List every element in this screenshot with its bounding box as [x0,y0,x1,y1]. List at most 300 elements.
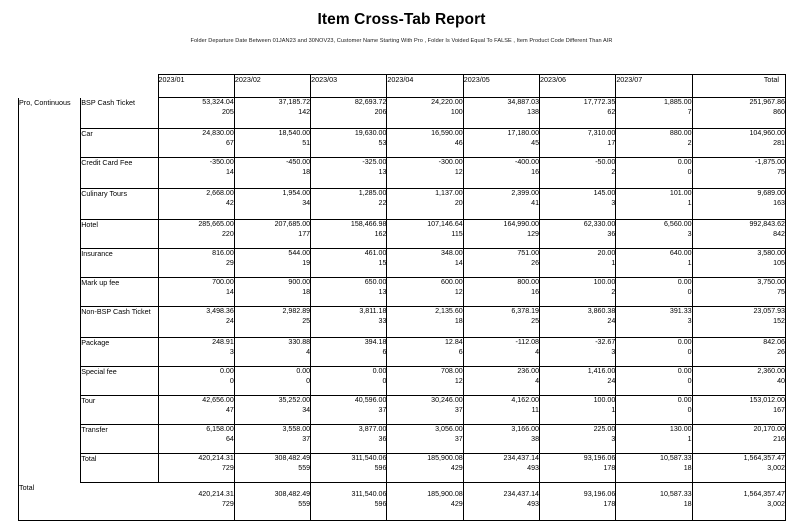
cell-amount: 800.00 [517,278,540,286]
cell-value [234,307,310,338]
cell-count: 24 [225,316,234,325]
column-header-2023-02: 2023/02 [234,75,310,98]
cell-value [692,158,785,189]
cell-count: 0 [687,405,692,414]
cell-value [463,189,539,220]
cell-value [311,307,387,338]
cell-value [158,396,234,425]
table-row [19,158,786,189]
cell-amount: 104,960.00 [749,129,785,137]
cell-amount: 544.00 [288,249,311,257]
cell-count: 40 [777,376,785,385]
cell-amount: 3,498.36 [206,307,234,315]
cell-amount: 53,324.04 [202,98,234,106]
cell-value [234,189,310,220]
cell-value [234,396,310,425]
cell-count: 46 [454,138,463,147]
column-header-2023-07: 2023/07 [616,75,692,98]
cell-value [616,367,692,396]
cell-value [311,425,387,454]
cell-value [540,454,616,483]
cell-value [463,338,539,367]
cell-value [616,307,692,338]
cell-amount: 816.00 [212,249,234,257]
cell-count: 3,002 [767,463,785,472]
cell-amount: 3,056.00 [435,425,463,433]
table-body [19,75,786,521]
column-header-2023-01: 2023/01 [158,75,234,98]
cell-amount: 9,689.00 [757,189,785,197]
cell-value [311,454,387,483]
cell-value [540,158,616,189]
table-row [19,220,786,249]
cell-value [311,338,387,367]
cell-count: 0 [687,167,692,176]
cell-value [692,338,785,367]
cell-value [387,307,463,338]
cell-amount: 308,482.49 [274,454,311,462]
cell-amount: 30,246.00 [431,396,463,404]
cell-count: 15 [378,258,387,267]
cell-value [463,158,539,189]
cell-amount: 6,378.19 [511,307,540,315]
cell-count: 17 [607,138,616,147]
cell-value [311,249,387,278]
cell-value [616,189,692,220]
table-row [19,189,786,220]
cell-value [692,129,785,158]
cell-count: 13 [378,287,387,296]
cell-amount: -1,875.00 [755,158,785,166]
cell-value [234,158,310,189]
row-item-label: Mark up fee [81,278,158,307]
column-header-2023-03: 2023/03 [311,75,387,98]
cell-amount: 93,196.06 [583,490,616,498]
cell-count: 205 [221,107,234,116]
cell-count: 2 [611,287,616,296]
cell-amount: 0.00 [372,367,387,375]
cell-value [692,278,785,307]
cell-count: 729 [221,499,234,508]
cell-count: 62 [607,107,616,116]
cell-count: 11 [531,405,540,414]
cell-value [540,278,616,307]
cell-amount: 23,057.93 [753,307,785,315]
cell-count: 36 [607,229,616,238]
cell-count: 37 [454,434,463,443]
cell-value [540,98,616,129]
cell-amount: 251,967.86 [749,98,785,106]
cell-amount: -300.00 [438,158,463,166]
cell-count: 3,002 [767,499,785,508]
cell-amount: 992,843.62 [749,220,785,228]
cell-value [616,425,692,454]
cell-value [234,220,310,249]
cell-amount: 82,693.72 [354,98,387,106]
cell-amount: 330.88 [288,338,311,346]
row-item-label: Culinary Tours [81,189,158,220]
cell-count: 0 [687,347,692,356]
cell-amount: 234,437.14 [503,454,540,462]
table-header-row [19,75,786,98]
cell-count: 1 [611,405,616,414]
cell-amount: 42,656.00 [202,396,234,404]
cell-count: 216 [773,434,785,443]
cell-value [158,338,234,367]
cell-count: 53 [378,138,387,147]
cell-amount: 0.00 [677,367,692,375]
cell-count: 493 [527,499,540,508]
cell-amount: 1,954.00 [282,189,311,197]
cell-value [463,278,539,307]
cell-count: 34 [302,405,311,414]
cell-amount: 24,830.00 [202,129,234,137]
cell-amount: 40,596.00 [354,396,387,404]
cell-count: 100 [450,107,463,116]
cell-value [463,129,539,158]
cell-amount: 17,772.35 [583,98,616,106]
cell-amount: 185,900.08 [427,454,463,462]
cell-count: 220 [221,229,234,238]
cell-amount: 236.00 [517,367,540,375]
row-item-label: Special fee [81,367,158,396]
cell-count: 152 [773,316,785,325]
cell-count: 36 [378,434,387,443]
cell-count: 24 [607,316,616,325]
cell-amount: 7,310.00 [587,129,616,137]
cell-value [463,454,539,483]
cell-value [463,396,539,425]
grand-total-label: Total [19,483,159,521]
cell-value [158,278,234,307]
cell-value [387,338,463,367]
cell-amount: 650.00 [364,278,387,286]
cell-amount: 93,196.06 [583,454,616,462]
cell-value [540,307,616,338]
cell-count: 25 [531,316,540,325]
cell-count: 142 [298,107,311,116]
cell-count: 281 [773,138,785,147]
cell-value [158,189,234,220]
cell-amount: 17,180.00 [507,129,540,137]
cell-amount: 153,012.00 [749,396,785,404]
cell-amount: -50.00 [595,158,616,166]
cell-amount: 600.00 [441,278,463,286]
cell-value [463,98,539,129]
cell-value [387,454,463,483]
cell-count: 2 [611,167,616,176]
cell-amount: 24,220.00 [431,98,463,106]
cell-amount: 20.00 [597,249,616,257]
cell-amount: 900.00 [288,278,311,286]
cell-value [234,129,310,158]
cell-amount: 2,360.00 [757,367,785,375]
cell-amount: 461.00 [364,249,387,257]
cell-amount: 420,214.31 [198,490,234,498]
cell-amount: 10,587.33 [660,490,692,498]
cell-count: 1 [687,258,692,267]
cell-count: 12 [454,376,463,385]
cell-value [158,98,234,129]
cell-amount: 3,877.00 [358,425,387,433]
cell-count: 1 [687,434,692,443]
cell-value [692,189,785,220]
cell-amount: 18,540.00 [278,129,311,137]
cell-amount: 2,982.89 [282,307,311,315]
cell-value [463,249,539,278]
cell-amount: 164,990.00 [503,220,540,228]
cell-amount: -112.08 [515,338,540,346]
row-group-label: Pro, Continuous [19,98,81,483]
cell-count: 16 [531,287,540,296]
cell-value [158,454,234,483]
cell-count: 29 [225,258,234,267]
cell-value [616,396,692,425]
cell-count: 12 [454,287,463,296]
row-item-label: Car [81,129,158,158]
cell-amount: 348.00 [441,249,463,257]
cell-count: 178 [603,463,616,472]
cell-amount: 0.00 [677,278,692,286]
cross-tab-table-container [18,74,786,521]
cell-count: 0 [687,376,692,385]
cell-count: 167 [773,405,785,414]
cell-value [234,98,310,129]
cell-count: 25 [302,316,311,325]
cell-amount: 3,166.00 [511,425,540,433]
cell-value [234,278,310,307]
cell-amount: 420,214.31 [198,454,234,462]
cell-value [387,129,463,158]
cell-amount: 3,860.38 [587,307,616,315]
table-row [19,396,786,425]
cell-count: 162 [374,229,387,238]
cell-value [692,98,785,129]
cell-value [692,220,785,249]
cell-value [234,454,310,483]
cell-count: 26 [531,258,540,267]
cell-count: 429 [450,499,463,508]
cell-count: 3 [611,198,616,207]
cell-count: 7 [687,107,692,116]
cell-value [311,278,387,307]
header-corner-item [81,75,158,98]
cell-count: 3 [229,347,234,356]
row-item-label: Transfer [81,425,158,454]
cell-value [540,396,616,425]
cell-value [616,249,692,278]
cell-amount: 101.00 [669,189,692,197]
cell-amount: 35,252.00 [278,396,311,404]
cell-value [616,98,692,129]
cell-value [692,307,785,338]
cell-count: 4 [535,376,540,385]
cell-count: 0 [687,287,692,296]
cell-count: 129 [527,229,540,238]
cell-amount: 751.00 [517,249,540,257]
cell-value [387,220,463,249]
cell-count: 51 [302,138,311,147]
cell-value [616,454,692,483]
cell-count: 493 [527,463,540,472]
cell-count: 33 [378,316,387,325]
cell-count: 729 [221,463,234,472]
cell-amount: -325.00 [362,158,387,166]
cell-count: 6 [382,347,387,356]
table-row [19,98,786,129]
cell-count: 45 [531,138,540,147]
cell-value [234,338,310,367]
cell-amount: 708.00 [441,367,463,375]
cell-count: 206 [374,107,387,116]
cell-count: 177 [298,229,311,238]
cell-amount: 842.06 [763,338,785,346]
cell-amount: 1,285.00 [358,189,387,197]
cell-count: 22 [378,198,387,207]
cell-count: 14 [454,258,463,267]
cell-amount: 1,416.00 [587,367,616,375]
cell-count: 3 [687,229,692,238]
cell-value [311,483,387,521]
cell-amount: 285,665.00 [198,220,234,228]
cell-count: 18 [454,316,463,325]
cell-value [387,189,463,220]
cell-count: 105 [773,258,785,267]
cell-amount: -350.00 [209,158,234,166]
cell-count: 0 [229,376,234,385]
cell-count: 4 [535,347,540,356]
cell-count: 26 [777,347,785,356]
cell-amount: 207,685.00 [274,220,311,228]
cell-count: 18 [302,287,311,296]
cell-amount: 16,590.00 [431,129,463,137]
cell-amount: 394.18 [364,338,387,346]
cell-value [387,483,463,521]
row-item-label: Insurance [81,249,158,278]
cell-value [692,367,785,396]
table-row [19,129,786,158]
cell-value [158,483,234,521]
cell-count: 138 [527,107,540,116]
cell-count: 47 [225,405,234,414]
cell-amount: 225.00 [593,425,616,433]
cell-count: 3 [687,316,692,325]
cell-count: 18 [683,463,692,472]
cell-amount: 700.00 [212,278,234,286]
cell-amount: 1,885.00 [663,98,692,106]
cell-amount: 158,466.98 [350,220,387,228]
cell-amount: 248.91 [212,338,234,346]
cell-count: 860 [773,107,785,116]
cell-amount: 37,185.72 [278,98,311,106]
cell-value [311,189,387,220]
group-subtotal-label: Total [81,454,158,483]
cell-value [158,220,234,249]
cell-amount: 62,330.00 [583,220,616,228]
cell-amount: 880.00 [669,129,692,137]
cell-count: 3 [611,347,616,356]
cell-count: 163 [773,198,785,207]
cell-value [616,338,692,367]
cell-amount: 145.00 [593,189,616,197]
cell-count: 0 [382,376,387,385]
cell-count: 18 [683,499,692,508]
cell-amount: 12.84 [444,338,463,346]
cell-amount: 0.00 [220,367,234,375]
cell-value [463,483,539,521]
cell-value [311,220,387,249]
group-subtotal-row [19,454,786,483]
cell-value [387,367,463,396]
cell-amount: 311,540.06 [351,454,387,462]
cell-value [616,278,692,307]
cell-amount: 10,587.33 [660,454,692,462]
cell-amount: 0.00 [296,367,311,375]
cell-amount: 0.00 [677,158,692,166]
cell-amount: 0.00 [677,338,692,346]
cell-value [616,483,692,521]
cell-value [692,249,785,278]
cell-count: 67 [225,138,234,147]
cell-amount: 3,750.00 [757,278,785,286]
column-header-2023-04: 2023/04 [387,75,463,98]
cell-value [234,367,310,396]
table-row [19,249,786,278]
cell-amount: 308,482.49 [274,490,311,498]
header-corner-group [19,75,81,98]
cell-value [387,158,463,189]
cell-value [311,396,387,425]
column-header-2023-05: 2023/05 [463,75,539,98]
column-header-2023-06: 2023/06 [540,75,616,98]
cell-value [158,425,234,454]
table-row [19,425,786,454]
cell-value [692,396,785,425]
cell-amount: 19,630.00 [354,129,387,137]
cell-count: 64 [225,434,234,443]
table-row [19,338,786,367]
cell-value [616,129,692,158]
cell-count: 559 [298,499,311,508]
cell-value [158,367,234,396]
cell-count: 0 [306,376,311,385]
cell-count: 596 [374,499,387,508]
cell-value [540,129,616,158]
cell-value [692,483,785,521]
cell-value [387,249,463,278]
cell-value [158,249,234,278]
cell-value [311,98,387,129]
cell-value [463,367,539,396]
cell-count: 429 [450,463,463,472]
cell-amount: 130.00 [669,425,692,433]
cell-value [540,189,616,220]
cell-count: 115 [451,229,463,238]
row-item-label: BSP Cash Ticket [81,98,158,129]
cell-amount: 1,564,357.47 [743,454,785,462]
cell-value [463,425,539,454]
cell-value [158,158,234,189]
cell-amount: 3,811.18 [359,307,387,315]
cell-amount: 100.00 [593,396,616,404]
cell-amount: 4,162.00 [511,396,540,404]
cell-count: 19 [302,258,311,267]
cell-amount: 2,135.60 [435,307,463,315]
cell-amount: 185,900.08 [427,490,463,498]
cell-count: 842 [773,229,785,238]
cell-amount: 0.00 [677,396,692,404]
cell-value [387,396,463,425]
